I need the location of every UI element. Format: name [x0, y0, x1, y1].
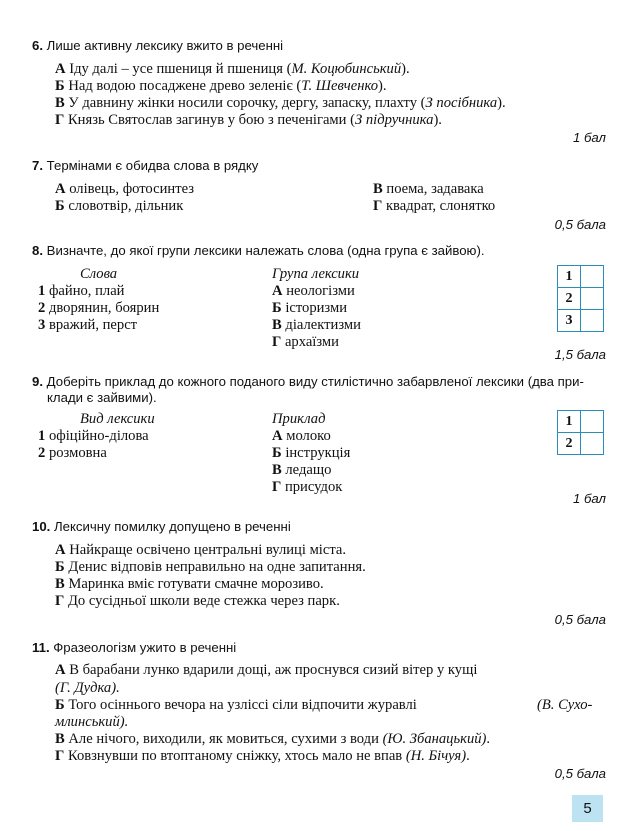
q9-left-item-2: 2 розмовна [38, 445, 107, 461]
question-10-prompt [32, 519, 291, 535]
question-text: Фразеологізм ужито в реченні [53, 640, 237, 655]
q9-right-item-d: Г присудок [272, 479, 343, 495]
q11-option-a-author: (Г. Дудка). [55, 680, 120, 696]
answer-row [558, 433, 604, 455]
answer-row-label: 2 [558, 288, 581, 310]
question-text: Визначте, до якої групи лексики належать слова (одна група є зайвою). [46, 243, 485, 258]
q7-option-c[interactable]: В поема, задавака [373, 181, 484, 197]
q11-option-d[interactable]: Г Ковзнувши по втоптаному сніжку, хтось мало не впав (Н. Бічуя). [55, 748, 470, 764]
q9-right-item-a: А молоко [272, 428, 331, 444]
q8-right-item-c: В діалектизми [272, 317, 361, 333]
q7-score: 0,5 бала [554, 217, 606, 232]
q6-option-a[interactable]: А Іду далі – усе пшениця й пшениця (М. Коцюбинський). [55, 61, 410, 77]
question-8-prompt [32, 243, 485, 259]
answer-cell[interactable] [581, 433, 604, 455]
answer-cell[interactable] [581, 266, 604, 288]
q7-option-a[interactable]: А олівець, фотосинтез [55, 181, 194, 197]
answer-cell[interactable] [581, 310, 604, 332]
q8-score: 1,5 бала [554, 347, 606, 362]
q7-option-d[interactable]: Г квадрат, слонятко [373, 198, 496, 214]
q11-option-c[interactable]: В Але нічого, виходили, як мовиться, сухими з води (Ю. Збанацький). [55, 731, 491, 747]
q6-option-d[interactable]: Г Князь Святослав загинув у бою з печенігами (З підручника). [55, 112, 442, 128]
q8-right-item-a: А неологізми [272, 283, 355, 299]
q6-option-c[interactable]: В У давнину жінки носили сорочку, дергу, запаску, плахту (З посібника). [55, 95, 506, 111]
answer-row-label: 1 [558, 266, 581, 288]
q8-answer-grid [557, 265, 604, 332]
question-text-continued: клади є зайвими). [47, 390, 157, 405]
q8-right-item-d: Г архаїзми [272, 334, 339, 350]
question-number: 6. [32, 38, 43, 53]
q10-option-a[interactable]: А Найкраще освічено центральні вулиці міста. [55, 542, 347, 558]
q10-option-b[interactable]: Б Денис відповів неправильно на одне запитання. [55, 559, 366, 575]
answer-row [558, 266, 604, 288]
question-text: Доберіть приклад до кожного поданого виду стилістично забарвленої лексики (два при- [46, 374, 584, 389]
question-number: 10. [32, 519, 51, 534]
answer-row-label: 1 [558, 411, 581, 433]
answer-row-label: 2 [558, 433, 581, 455]
question-9-prompt [32, 374, 608, 406]
question-11-prompt [32, 640, 236, 656]
question-text: Лише активну лексику вжито в реченні [46, 38, 284, 53]
q11-option-b[interactable]: Б Того осіннього вечора на узліссі сіли відпочити журавлі [55, 697, 417, 713]
q8-left-header: Слова [80, 266, 118, 282]
q7-option-b[interactable]: Б словотвір, дільник [55, 198, 184, 214]
question-7-prompt [32, 158, 258, 174]
q10-option-d[interactable]: Г До сусідньої школи веде стежка через парк. [55, 593, 340, 609]
q9-answer-grid [557, 410, 604, 455]
q11-option-b-author: (В. Сухо- [537, 697, 593, 713]
q11-option-b-author-continued: млинський). [55, 714, 129, 730]
answer-row [558, 411, 604, 433]
q6-option-b[interactable]: Б Над водою посаджене древо зеленіє (Т. Шевченко). [55, 78, 387, 94]
q6-score: 1 бал [572, 130, 606, 145]
question-text: Термінами є обидва слова в рядку [46, 158, 259, 173]
question-number: 8. [32, 243, 43, 258]
question-text: Лексичну помилку допущено в реченні [54, 519, 291, 534]
q11-option-a[interactable]: А В барабани лунко вдарили дощі, аж проснувся сизий вітер у кущі [55, 662, 478, 678]
answer-cell[interactable] [581, 288, 604, 310]
question-number: 11. [32, 640, 50, 655]
q9-right-item-b: Б інструкція [272, 445, 351, 461]
q9-score: 1 бал [572, 491, 606, 506]
q9-right-header: Приклад [272, 411, 326, 427]
q9-left-header: Вид лексики [80, 411, 155, 427]
question-number: 9. [32, 374, 43, 389]
answer-row [558, 310, 604, 332]
q11-score: 0,5 бала [554, 766, 606, 781]
answer-row [558, 288, 604, 310]
q8-left-item-1: 1 файно, плай [38, 283, 125, 299]
q8-right-header: Група лексики [272, 266, 360, 282]
q8-left-item-2: 2 дворянин, боярин [38, 300, 160, 316]
question-number: 7. [32, 158, 43, 173]
q9-right-item-c: В ледащо [272, 462, 332, 478]
answer-row-label: 3 [558, 310, 581, 332]
q8-right-item-b: Б історизми [272, 300, 348, 316]
q10-score: 0,5 бала [554, 612, 606, 627]
answer-cell[interactable] [581, 411, 604, 433]
page-number: 5 [572, 795, 603, 822]
question-6-prompt [32, 38, 283, 54]
q10-option-c[interactable]: В Маринка вміє готувати смачне морозиво. [55, 576, 324, 592]
q9-left-item-1: 1 офіційно-ділова [38, 428, 149, 444]
q8-left-item-3: 3 вражий, перст [38, 317, 138, 333]
